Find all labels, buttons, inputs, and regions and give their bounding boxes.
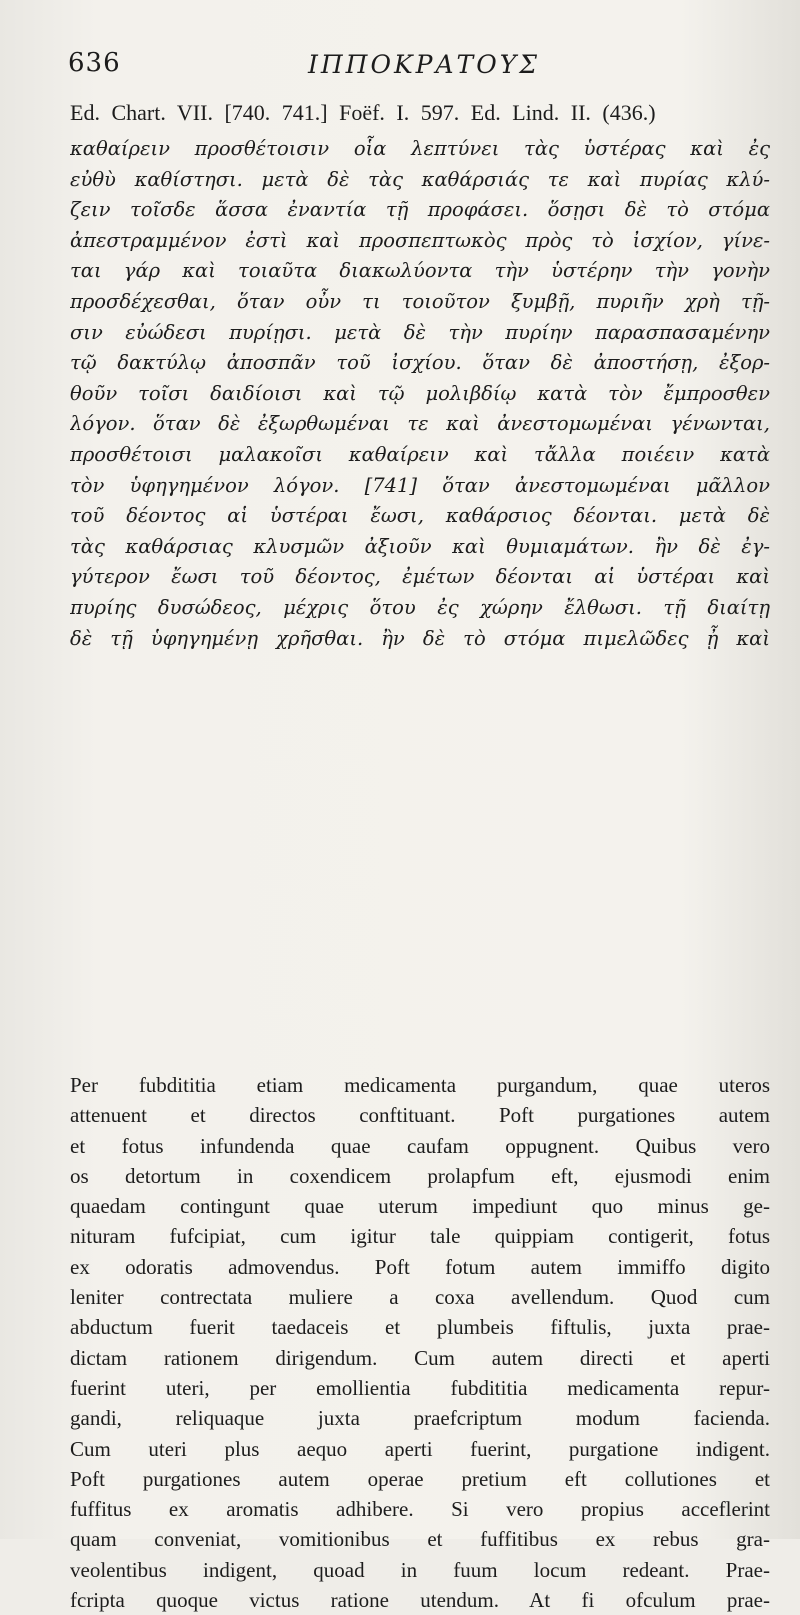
latin-text-line: fuerint uteri, per emollientia fubdititia medicamenta repur- [70, 1375, 770, 1400]
latin-text-line: leniter contrectata muliere a coxa avellendum. Quod cum [70, 1285, 770, 1310]
latin-text-line: os detortum in coxendicem prolapfum eft, ejusmodi enim [70, 1163, 770, 1188]
latin-text-line: Per fubdititia etiam medicamenta purgandum, quae uteros [70, 1073, 770, 1097]
edition-reference-line: Ed. Chart. VII. [740. 741.] Foëf. I. 597. Ed. Lind. II. (436.) [70, 100, 656, 125]
greek-text-line: ζειν τοῖσδε ἅσσα ἐναντία τῇ προφάσει. ὅσῃσι δὲ τὸ στόμα [70, 198, 770, 222]
greek-text-line: εὐθὺ καθίστησι. μετὰ δὲ τὰς καθάρσιάς τε καὶ πυρίας κλύ- [70, 167, 770, 191]
latin-text-line: Cum uteri plus aequo aperti fuerint, purgatione indigent. [70, 1436, 770, 1461]
greek-text-line: καθαίρειν προσθέτοισιν οἷα λεπτύνει τὰς ὑστέρας καὶ ἐς [70, 137, 770, 160]
greek-text-line: τῷ δακτύλῳ ἀποσπᾶν τοῦ ἰσχίου. ὅταν δὲ ἀποστήσῃ, ἐξορ- [70, 351, 770, 375]
latin-text-line: ex odoratis admovendus. Poft fotum autem immiffo digito [70, 1254, 770, 1279]
latin-translation-block [70, 1070, 770, 1615]
greek-text-line: προσθέτοισι μαλακοῖσι καθαίρειν καὶ τἄλλα ποιέειν κατὰ [70, 442, 770, 466]
greek-text-line: γύτερον ἔωσι τοῦ δέοντος, ἐμέτων δέονται αἱ ὑστέραι καὶ [70, 565, 770, 589]
greek-text-line: θοῦν τοῖσι δαιδίοισι καὶ τῷ μολιβδίῳ κατὰ τὸν ἔμπροσθεν [70, 381, 770, 405]
latin-text-line: fcripta quoque victus ratione utendum. At fi ofculum prae- [70, 1588, 770, 1613]
latin-text-line: quaedam contingunt quae uterum impediunt quo minus ge- [70, 1194, 770, 1219]
latin-text-line: nituram fufcipiat, cum igitur tale quippiam contigerit, fotus [70, 1224, 770, 1249]
latin-text-line: et fotus infundenda quae caufam oppugnent. Quibus vero [70, 1133, 770, 1158]
greek-text-line: ται γάρ καὶ τοιαῦτα διακωλύοντα τὴν ὑστέρην τὴν γονὴν [70, 259, 770, 283]
greek-text-line: τὸν ὑφηγημένον λόγον. [741] ὅταν ἀνεστομωμέναι μᾶλλον [70, 473, 770, 497]
greek-text-line: δὲ τῇ ὑφηγημένῃ χρῆσθαι. ἢν δὲ τὸ στόμα πιμελῶδες ᾖ καὶ [70, 626, 770, 650]
greek-text-line: τοῦ δέοντος αἱ ὑστέραι ἔωσι, καθάρσιος δέονται. μετὰ δὲ [70, 504, 770, 528]
latin-text-line: dictam rationem dirigendum. Cum autem directi et aperti [70, 1345, 770, 1370]
page-number: 636 [68, 48, 121, 78]
greek-text-line: ἀπεστραμμένον ἐστὶ καὶ προσπεπτωκὸς πρὸς τὸ ἰσχίον, γίνε- [70, 228, 770, 252]
running-title: ΙΠΠΟΚΡΑΤΟΥΣ [308, 50, 540, 79]
greek-text-line: πυρίης δυσώδεος, μέχρις ὅτου ἐς χώρην ἔλθωσι. τῇ διαίτῃ [70, 595, 770, 619]
latin-text-line: attenuent et directos conftituant. Poft purgationes autem [70, 1103, 770, 1128]
greek-text-line: τὰς καθάρσιας κλυσμῶν ἀξιοῦν καὶ θυμιαμάτων. ἢν δὲ ἐγ- [70, 534, 770, 558]
latin-text-line: gandi, reliquaque juxta praefcriptum modum facienda. [70, 1406, 770, 1431]
greek-text-block [70, 134, 770, 654]
greek-text-line: λόγον. ὅταν δὲ ἐξωρθωμέναι τε καὶ ἀνεστομωμέναι γένωνται, [70, 412, 770, 436]
latin-text-line: fuffitus ex aromatis adhibere. Si vero propius acceflerint [70, 1497, 770, 1522]
latin-text-line: quam conveniat, vomitionibus et fuffitibus ex rebus gra- [70, 1527, 770, 1552]
latin-text-line: abductum fuerit taedaceis et plumbeis fiftulis, juxta prae- [70, 1315, 770, 1340]
latin-text-line: veolentibus indigent, quoad in fuum locum redeant. Prae- [70, 1557, 770, 1582]
greek-text-line: σιν εὐώδεσι πυρίῃσι. μετὰ δὲ τὴν πυρίην παρασπασαμένην [70, 320, 770, 344]
page-header [68, 48, 760, 88]
greek-text-line: προσδέχεσθαι, ὅταν οὖν τι τοιοῦτον ξυμβῇ, πυριῆν χρὴ τῇ- [70, 289, 770, 313]
latin-text-line: Poft purgationes autem operae pretium eft collutiones et [70, 1466, 770, 1491]
